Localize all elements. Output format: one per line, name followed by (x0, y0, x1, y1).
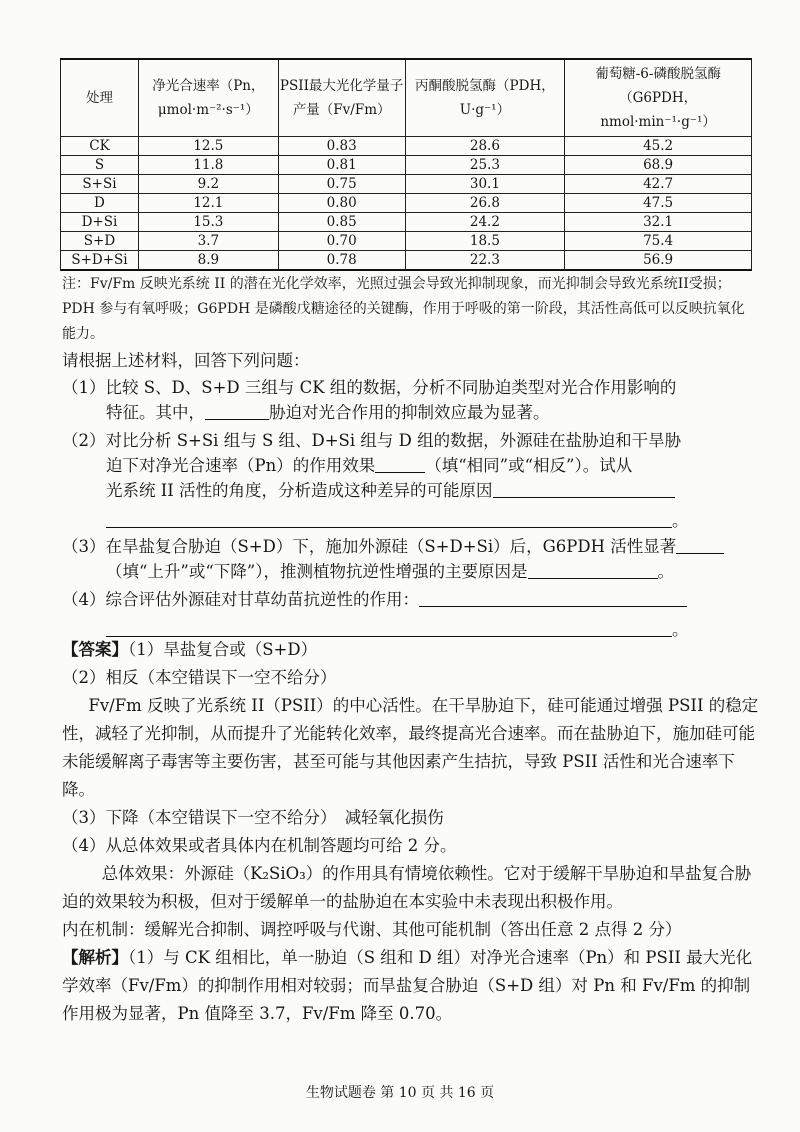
answer-4-overall: 总体效果：外源硅（K₂SiO₃）的作用具有情境依赖性。它对于缓解干旱胁迫和旱盐复合胁迫的效果较为积极，但对于缓解单一的盐胁迫在本实验中未表现出积极作用。 (62, 864, 752, 911)
answer-blank-1[interactable] (205, 401, 269, 420)
answer-blank-6a[interactable] (419, 588, 687, 607)
table-body (61, 137, 752, 271)
header-g6pdh: 葡萄糖-6-磷酸脱氢酶（G6PDH，nmol·min⁻¹·g⁻¹） (565, 59, 752, 137)
header-fvfm: PSII最大光化学量子产量（Fv/Fm） (278, 59, 405, 137)
value-cell: 30.1 (405, 175, 565, 194)
value-cell: 42.7 (565, 175, 752, 194)
answer-blank-5[interactable] (528, 560, 658, 579)
value-cell: 0.75 (278, 175, 405, 194)
question-3: （3）在旱盐复合胁迫（S+D）下，施加外源硅（S+D+Si）后，G6PDH 活性显著 （填“上升”或“下降”），推测植物抗逆性增强的主要原因是 。 (62, 534, 762, 584)
treatment-cell: S+Si (61, 175, 139, 194)
table-row (61, 175, 752, 194)
value-cell: 0.80 (278, 194, 405, 213)
question-4: （4）综合评估外源硅对甘草幼苗抗逆性的作用： 。 (62, 590, 689, 639)
value-cell: 11.8 (138, 156, 278, 175)
questions-intro: 请根据上述材料，回答下列问题： (62, 351, 310, 370)
answer-blank-4[interactable] (676, 535, 724, 554)
answer-blank-6b[interactable] (106, 618, 672, 637)
value-cell: 9.2 (138, 175, 278, 194)
table-row (61, 137, 752, 156)
treatment-cell: D+Si (61, 213, 139, 232)
table-row (61, 232, 752, 251)
data-table (60, 58, 752, 271)
table-header-row (61, 59, 752, 137)
header-treatment: 处理 (61, 59, 139, 137)
answer-3: （3）下降（本空错误下一空不给分） 减轻氧化损伤 (62, 808, 444, 827)
value-cell: 75.4 (565, 232, 752, 251)
answer-2: （2）相反（本空错误下一空不给分） (62, 668, 337, 687)
treatment-cell: S+D (61, 232, 139, 251)
value-cell: 0.83 (278, 137, 405, 156)
value-cell: 25.3 (405, 156, 565, 175)
value-cell: 3.7 (138, 232, 278, 251)
answer-4: （4）从总体效果或者具体内在机制答题均可给 2 分。 (62, 836, 457, 855)
value-cell: 12.5 (138, 137, 278, 156)
header-pn: 净光合速率（Pn，μmol·m⁻²·s⁻¹） (138, 59, 278, 137)
answer-label: 【答案】 (62, 640, 128, 659)
answer-blank-2[interactable] (375, 454, 425, 473)
answer-section: 【答案】（1）旱盐复合或（S+D） （2）相反（本空错误下一空不给分） Fv/Fm 反映了光系统 II（PSII）的中心活性。在干旱胁迫下，硅可能通过增强 PSII 的稳定性，减轻了光抑制，从而提升了光能转化效率，最终提高光合速率。而在盐胁迫下，施加硅可能未能缓解离子毒害等主要伤害，甚至可能与其他因素产生拮抗，导致 PSII 活性和光合速率下降。 （3）下降（本空错误下一空不给分） 减轻氧化损伤 （4）从总体效果或者具体内在机制答题均可给 2 分。 总体效果：外源硅（K₂SiO₃）的作用具有情境依赖性。它对于缓解干旱胁迫和旱盐复合胁迫的效果较为积极，但对于缓解单一的盐胁迫在本实验中未表现出积极作用。 内在机制：缓解光合抑制、调控呼吸与代谢、其他可能机制（答出任意 2 点得 2 分） 【解析】（1）与 CK 组相比，单一胁迫（S 组和 D 组）对净光合速率（Pn）和 PSII 最大光化学效率（Fv/Fm）的抑制作用相对较弱；而旱盐复合胁迫（S+D 组）对 Pn 和 Fv/Fm 的抑制作用极为显著，Pn 值降至 3.7，Fv/Fm 降至 0.70。 (62, 636, 762, 1028)
value-cell: 8.9 (138, 251, 278, 271)
value-cell: 47.5 (565, 194, 752, 213)
table-note: 注：Fv/Fm 反映光系统 II 的潜在光化学效率，光照过强会导致光抑制现象，而光抑制会导致光系统II受损；PDH 参与有氧呼吸；G6PDH 是磷酸戊糖途径的关键酶，作用于呼吸的第一阶段，其活性高低可以反映抗氧化能力。 (62, 276, 745, 342)
value-cell: 0.70 (278, 232, 405, 251)
table-row (61, 251, 752, 271)
value-cell: 32.1 (565, 213, 752, 232)
table-row (61, 156, 752, 175)
answer-2-explanation: Fv/Fm 反映了光系统 II（PSII）的中心活性。在干旱胁迫下，硅可能通过增强 PSII 的稳定性，减轻了光抑制，从而提升了光能转化效率，最终提高光合速率。而在盐胁迫下，施加硅可能未能缓解离子毒害等主要伤害，甚至可能与其他因素产生拮抗，导致 PSII 活性和光合速率下降。 (62, 696, 759, 799)
table-row (61, 213, 752, 232)
value-cell: 0.85 (278, 213, 405, 232)
value-cell: 0.81 (278, 156, 405, 175)
question-2: （2）对比分析 S+Si 组与 S 组、D+Si 组与 D 组的数据，外源硅在盐胁迫和干旱胁 迫下对净光合速率（Pn）的作用效果 （填“相同”或“相反”）。试从 光系统 II 活性的角度，分析造成这种差异的可能原因 。 (62, 431, 689, 530)
value-cell: 45.2 (565, 137, 752, 156)
value-cell: 22.3 (405, 251, 565, 271)
value-cell: 56.9 (565, 251, 752, 271)
value-cell: 0.78 (278, 251, 405, 271)
answer-blank-3a[interactable] (493, 479, 675, 498)
value-cell: 24.2 (405, 213, 565, 232)
treatment-cell: CK (61, 137, 139, 156)
table-row (61, 194, 752, 213)
value-cell: 12.1 (138, 194, 278, 213)
value-cell: 28.6 (405, 137, 565, 156)
analysis: 【解析】（1）与 CK 组相比，单一胁迫（S 组和 D 组）对净光合速率（Pn）和 PSII 最大光化学效率（Fv/Fm）的抑制作用相对较弱；而旱盐复合胁迫（S+D 组）对 Pn 和 Fv/Fm 的抑制作用极为显著，Pn 值降至 3.7，Fv/Fm 降至 0.70。 (62, 948, 753, 1023)
value-cell: 68.9 (565, 156, 752, 175)
treatment-cell: D (61, 194, 139, 213)
treatment-cell: S (61, 156, 139, 175)
value-cell: 18.5 (405, 232, 565, 251)
answer-blank-3b[interactable] (106, 509, 672, 528)
answer-4-mechanism: 内在机制：缓解光合抑制、调控呼吸与代谢、其他可能机制（答出任意 2 点得 2 分） (62, 920, 682, 939)
header-pdh: 丙酮酸脱氢酶（PDH，U·g⁻¹） (405, 59, 565, 137)
value-cell: 26.8 (405, 194, 565, 213)
page-footer: 生物试题卷 第 10 页 共 16 页 (305, 1085, 495, 1101)
value-cell: 15.3 (138, 213, 278, 232)
treatment-cell: S+D+Si (61, 251, 139, 271)
question-1: （1）比较 S、D、S+D 三组与 CK 组的数据，分析不同胁迫类型对光合作用影响的 特征。其中， 胁迫对光合作用的抑制效应最为显著。 (62, 378, 677, 422)
